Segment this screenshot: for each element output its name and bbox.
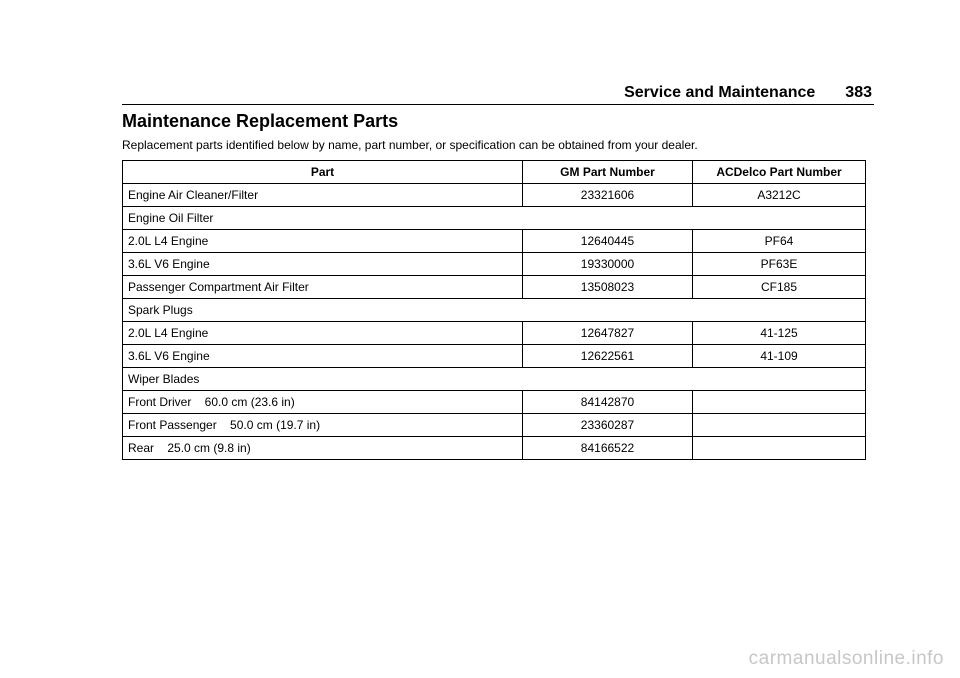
gm-part-number: 19330000 — [523, 253, 693, 276]
gm-part-number: 23360287 — [523, 414, 693, 437]
part-name: Front Passenger 50.0 cm (19.7 in) — [123, 414, 523, 437]
gm-part-number: 12640445 — [523, 230, 693, 253]
part-name: 3.6L V6 Engine — [123, 253, 523, 276]
page-number: 383 — [845, 84, 872, 101]
table-row — [123, 414, 866, 437]
acdelco-part-number — [693, 391, 866, 414]
table-row — [123, 391, 866, 414]
acdelco-part-number: 41-109 — [693, 345, 866, 368]
acdelco-part-number: PF64 — [693, 230, 866, 253]
acdelco-part-number — [693, 437, 866, 460]
gm-part-number: 12647827 — [523, 322, 693, 345]
column-header-part: Part — [123, 161, 523, 184]
watermark: carmanualsonline.info — [748, 648, 944, 669]
table-row — [123, 253, 866, 276]
header-rule — [122, 104, 874, 105]
acdelco-part-number: 41-125 — [693, 322, 866, 345]
table-header-row — [123, 161, 866, 184]
part-name: 2.0L L4 Engine — [123, 230, 523, 253]
part-name: Engine Air Cleaner/Filter — [123, 184, 523, 207]
column-header-acdelco-part-number: ACDelco Part Number — [693, 161, 866, 184]
part-name: 3.6L V6 Engine — [123, 345, 523, 368]
part-name: Front Driver 60.0 cm (23.6 in) — [123, 391, 523, 414]
parts-table — [122, 160, 866, 460]
table-row — [123, 322, 866, 345]
acdelco-part-number — [693, 414, 866, 437]
table-row — [123, 276, 866, 299]
part-name: Passenger Compartment Air Filter — [123, 276, 523, 299]
table-row — [123, 230, 866, 253]
part-name: Rear 25.0 cm (9.8 in) — [123, 437, 523, 460]
acdelco-part-number: CF185 — [693, 276, 866, 299]
column-header-gm-part-number: GM Part Number — [523, 161, 693, 184]
acdelco-part-number: PF63E — [693, 253, 866, 276]
page-title: Maintenance Replacement Parts — [122, 111, 399, 131]
part-name: 2.0L L4 Engine — [123, 322, 523, 345]
running-head — [624, 84, 872, 102]
table-row — [123, 437, 866, 460]
gm-part-number: 13508023 — [523, 276, 693, 299]
section-title: Service and Maintenance — [624, 84, 816, 101]
gm-part-number: 23321606 — [523, 184, 693, 207]
group-label: Spark Plugs — [123, 299, 866, 322]
table-group-row — [123, 368, 866, 391]
gm-part-number: 12622561 — [523, 345, 693, 368]
gm-part-number: 84166522 — [523, 437, 693, 460]
table-group-row — [123, 299, 866, 322]
gm-part-number: 84142870 — [523, 391, 693, 414]
intro-text: Replacement parts identified below by name, part number, or specification can be obtained from your dealer. — [122, 138, 698, 152]
group-label: Wiper Blades — [123, 368, 866, 391]
table-group-row — [123, 207, 866, 230]
table-row — [123, 345, 866, 368]
table-row — [123, 184, 866, 207]
group-label: Engine Oil Filter — [123, 207, 866, 230]
acdelco-part-number: A3212C — [693, 184, 866, 207]
